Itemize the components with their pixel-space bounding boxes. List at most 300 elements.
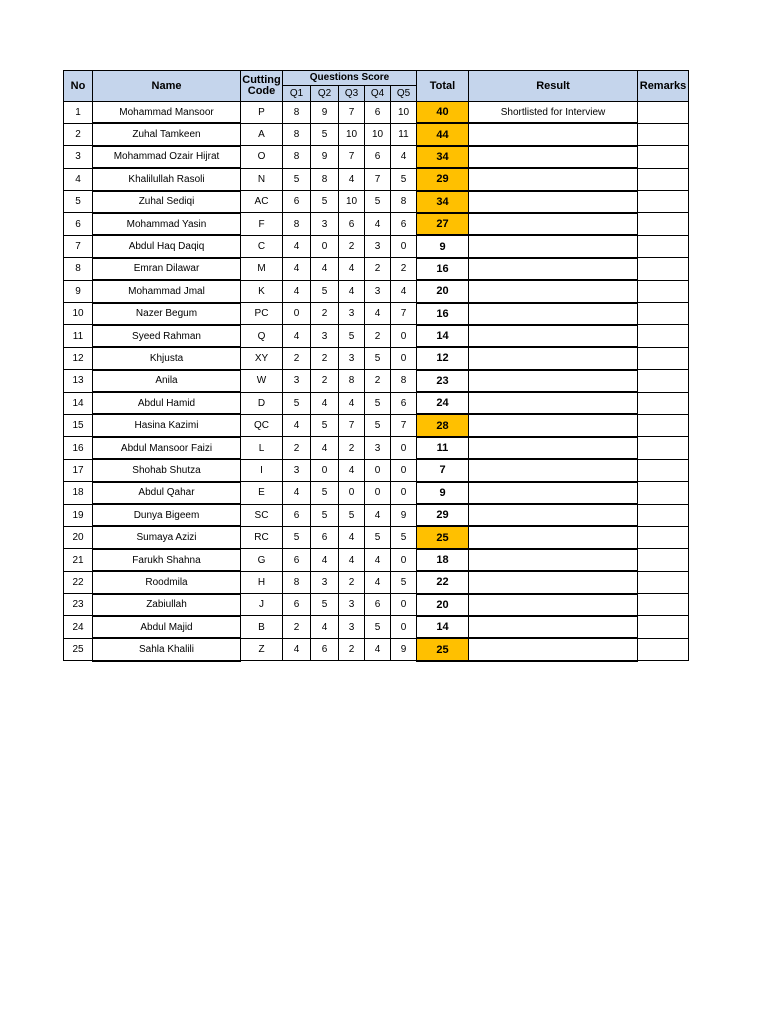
cell-q1: 6 bbox=[283, 504, 311, 526]
cell-remarks bbox=[638, 191, 689, 213]
cell-q5: 11 bbox=[391, 123, 417, 145]
cell-q2: 3 bbox=[311, 571, 339, 593]
cell-name: Zuhal Tamkeen bbox=[93, 123, 241, 145]
cell-name: Zuhal Sediqi bbox=[93, 191, 241, 213]
cell-result bbox=[469, 616, 638, 638]
cell-q4: 4 bbox=[365, 303, 391, 325]
cell-result bbox=[469, 213, 638, 235]
cell-name: Abdul Qahar bbox=[93, 482, 241, 504]
cell-total: 20 bbox=[417, 594, 469, 616]
cell-cutting-code: SC bbox=[241, 504, 283, 526]
table-row bbox=[64, 504, 689, 526]
cell-q1: 4 bbox=[283, 638, 311, 660]
cell-name: Dunya Bigeem bbox=[93, 504, 241, 526]
cell-name: Mohammad Yasin bbox=[93, 213, 241, 235]
header-q2: Q2 bbox=[311, 86, 339, 102]
cell-q5: 9 bbox=[391, 638, 417, 660]
cell-q3: 4 bbox=[339, 258, 365, 280]
cell-cutting-code: AC bbox=[241, 191, 283, 213]
table-row bbox=[64, 437, 689, 459]
cell-q4: 2 bbox=[365, 325, 391, 347]
cell-q5: 8 bbox=[391, 191, 417, 213]
cell-q5: 6 bbox=[391, 213, 417, 235]
cell-cutting-code: J bbox=[241, 594, 283, 616]
cell-q4: 7 bbox=[365, 168, 391, 190]
cell-q2: 4 bbox=[311, 616, 339, 638]
cell-total: 20 bbox=[417, 280, 469, 302]
cell-name: Abdul Haq Daqiq bbox=[93, 235, 241, 257]
cell-total: 29 bbox=[417, 168, 469, 190]
cell-q2: 5 bbox=[311, 594, 339, 616]
cell-name: Syeed Rahman bbox=[93, 325, 241, 347]
cell-q1: 4 bbox=[283, 325, 311, 347]
cell-no: 25 bbox=[64, 638, 93, 660]
cell-q4: 5 bbox=[365, 191, 391, 213]
cell-q5: 4 bbox=[391, 280, 417, 302]
cell-result bbox=[469, 392, 638, 414]
cell-q4: 5 bbox=[365, 414, 391, 436]
cell-total: 16 bbox=[417, 258, 469, 280]
cell-no: 2 bbox=[64, 123, 93, 145]
cell-q1: 8 bbox=[283, 571, 311, 593]
table-row bbox=[64, 347, 689, 369]
cell-result bbox=[469, 123, 638, 145]
cell-total: 34 bbox=[417, 146, 469, 168]
header-remarks: Remarks bbox=[638, 71, 689, 102]
cell-name: Shohab Shutza bbox=[93, 459, 241, 481]
cell-q2: 4 bbox=[311, 258, 339, 280]
cell-cutting-code: XY bbox=[241, 347, 283, 369]
table-row bbox=[64, 213, 689, 235]
cell-total: 23 bbox=[417, 370, 469, 392]
table-row bbox=[64, 526, 689, 548]
cell-q2: 9 bbox=[311, 146, 339, 168]
cell-q5: 2 bbox=[391, 258, 417, 280]
table-row bbox=[64, 459, 689, 481]
cell-cutting-code: H bbox=[241, 571, 283, 593]
cell-remarks bbox=[638, 504, 689, 526]
cell-result bbox=[469, 482, 638, 504]
cell-result bbox=[469, 459, 638, 481]
cell-q3: 3 bbox=[339, 303, 365, 325]
cell-q3: 2 bbox=[339, 638, 365, 660]
cell-total: 12 bbox=[417, 347, 469, 369]
cell-q2: 2 bbox=[311, 370, 339, 392]
cell-remarks bbox=[638, 303, 689, 325]
cell-q5: 0 bbox=[391, 437, 417, 459]
cell-q3: 10 bbox=[339, 123, 365, 145]
table-row bbox=[64, 616, 689, 638]
cell-cutting-code: L bbox=[241, 437, 283, 459]
cell-cutting-code: K bbox=[241, 280, 283, 302]
cell-name: Mohammad Mansoor bbox=[93, 102, 241, 124]
table-row bbox=[64, 638, 689, 660]
cell-q4: 2 bbox=[365, 258, 391, 280]
cell-no: 23 bbox=[64, 594, 93, 616]
cell-total: 44 bbox=[417, 123, 469, 145]
cell-q4: 5 bbox=[365, 526, 391, 548]
cell-cutting-code: I bbox=[241, 459, 283, 481]
cell-remarks bbox=[638, 638, 689, 660]
cell-q3: 4 bbox=[339, 459, 365, 481]
cell-remarks bbox=[638, 168, 689, 190]
cell-q1: 0 bbox=[283, 303, 311, 325]
cell-q5: 8 bbox=[391, 370, 417, 392]
cell-q1: 2 bbox=[283, 437, 311, 459]
cell-no: 12 bbox=[64, 347, 93, 369]
cell-q1: 6 bbox=[283, 594, 311, 616]
header-total: Total bbox=[417, 71, 469, 102]
cell-result: Shortlisted for Interview bbox=[469, 102, 638, 124]
cell-total: 16 bbox=[417, 303, 469, 325]
cell-q1: 5 bbox=[283, 168, 311, 190]
cell-no: 11 bbox=[64, 325, 93, 347]
cell-q3: 7 bbox=[339, 146, 365, 168]
cell-cutting-code: C bbox=[241, 235, 283, 257]
cell-q2: 5 bbox=[311, 414, 339, 436]
table-row bbox=[64, 594, 689, 616]
cell-name: Emran Dilawar bbox=[93, 258, 241, 280]
cell-q2: 0 bbox=[311, 459, 339, 481]
cell-name: Anila bbox=[93, 370, 241, 392]
cell-total: 27 bbox=[417, 213, 469, 235]
table-row bbox=[64, 549, 689, 571]
cell-name: Sumaya Azizi bbox=[93, 526, 241, 548]
cell-q5: 9 bbox=[391, 504, 417, 526]
cell-q2: 4 bbox=[311, 437, 339, 459]
cell-no: 3 bbox=[64, 146, 93, 168]
cell-remarks bbox=[638, 370, 689, 392]
cell-q1: 5 bbox=[283, 526, 311, 548]
cell-total: 34 bbox=[417, 191, 469, 213]
score-sheet-table bbox=[63, 70, 689, 662]
cell-cutting-code: B bbox=[241, 616, 283, 638]
table-row bbox=[64, 235, 689, 257]
cell-q2: 9 bbox=[311, 102, 339, 124]
cell-no: 1 bbox=[64, 102, 93, 124]
cell-q4: 6 bbox=[365, 102, 391, 124]
cell-q2: 2 bbox=[311, 347, 339, 369]
header-q4: Q4 bbox=[365, 86, 391, 102]
cell-result bbox=[469, 638, 638, 660]
cell-q1: 2 bbox=[283, 347, 311, 369]
cell-q4: 10 bbox=[365, 123, 391, 145]
cell-result bbox=[469, 303, 638, 325]
cell-remarks bbox=[638, 235, 689, 257]
cell-q5: 5 bbox=[391, 168, 417, 190]
cell-remarks bbox=[638, 459, 689, 481]
cell-total: 14 bbox=[417, 325, 469, 347]
cell-name: Abdul Mansoor Faizi bbox=[93, 437, 241, 459]
cell-q1: 4 bbox=[283, 235, 311, 257]
cell-result bbox=[469, 437, 638, 459]
cell-q1: 8 bbox=[283, 213, 311, 235]
cell-q4: 5 bbox=[365, 392, 391, 414]
cell-q1: 8 bbox=[283, 123, 311, 145]
cell-remarks bbox=[638, 347, 689, 369]
cell-q5: 7 bbox=[391, 414, 417, 436]
cell-q1: 8 bbox=[283, 146, 311, 168]
table-row bbox=[64, 414, 689, 436]
table-body bbox=[64, 102, 689, 661]
header-q3: Q3 bbox=[339, 86, 365, 102]
cell-q3: 2 bbox=[339, 437, 365, 459]
cell-total: 18 bbox=[417, 549, 469, 571]
cell-total: 11 bbox=[417, 437, 469, 459]
cell-q5: 0 bbox=[391, 549, 417, 571]
cell-no: 22 bbox=[64, 571, 93, 593]
cell-q2: 8 bbox=[311, 168, 339, 190]
cell-cutting-code: QC bbox=[241, 414, 283, 436]
cell-result bbox=[469, 594, 638, 616]
cell-cutting-code: Q bbox=[241, 325, 283, 347]
cell-name: Mohammad Jmal bbox=[93, 280, 241, 302]
cell-cutting-code: O bbox=[241, 146, 283, 168]
cell-q2: 5 bbox=[311, 123, 339, 145]
header-q5: Q5 bbox=[391, 86, 417, 102]
cell-q4: 0 bbox=[365, 459, 391, 481]
cell-q2: 6 bbox=[311, 526, 339, 548]
cell-q5: 0 bbox=[391, 459, 417, 481]
cell-remarks bbox=[638, 482, 689, 504]
cell-q3: 7 bbox=[339, 102, 365, 124]
cell-name: Mohammad Ozair Hijrat bbox=[93, 146, 241, 168]
cell-result bbox=[469, 168, 638, 190]
cell-cutting-code: PC bbox=[241, 303, 283, 325]
cell-name: Abdul Hamid bbox=[93, 392, 241, 414]
table-row bbox=[64, 370, 689, 392]
cell-total: 9 bbox=[417, 235, 469, 257]
cell-no: 17 bbox=[64, 459, 93, 481]
cell-remarks bbox=[638, 414, 689, 436]
cell-name: Hasina Kazimi bbox=[93, 414, 241, 436]
cell-name: Khalilullah Rasoli bbox=[93, 168, 241, 190]
cell-total: 29 bbox=[417, 504, 469, 526]
cell-result bbox=[469, 146, 638, 168]
cell-remarks bbox=[638, 549, 689, 571]
cell-name: Nazer Begum bbox=[93, 303, 241, 325]
cell-result bbox=[469, 347, 638, 369]
cell-result bbox=[469, 549, 638, 571]
header-no: No bbox=[64, 71, 93, 102]
cell-q4: 6 bbox=[365, 594, 391, 616]
cell-no: 9 bbox=[64, 280, 93, 302]
cell-total: 40 bbox=[417, 102, 469, 124]
cell-q1: 3 bbox=[283, 370, 311, 392]
cell-q2: 4 bbox=[311, 549, 339, 571]
cell-result bbox=[469, 504, 638, 526]
cell-q3: 3 bbox=[339, 594, 365, 616]
cell-q3: 8 bbox=[339, 370, 365, 392]
cell-q1: 4 bbox=[283, 258, 311, 280]
table-row bbox=[64, 258, 689, 280]
cell-q2: 5 bbox=[311, 482, 339, 504]
cell-q4: 5 bbox=[365, 347, 391, 369]
table-row bbox=[64, 168, 689, 190]
cell-q3: 0 bbox=[339, 482, 365, 504]
cell-q5: 5 bbox=[391, 526, 417, 548]
cell-no: 14 bbox=[64, 392, 93, 414]
cell-q3: 2 bbox=[339, 235, 365, 257]
cell-no: 13 bbox=[64, 370, 93, 392]
cell-name: Khjusta bbox=[93, 347, 241, 369]
cell-cutting-code: D bbox=[241, 392, 283, 414]
cell-remarks bbox=[638, 526, 689, 548]
table-row bbox=[64, 482, 689, 504]
cell-no: 7 bbox=[64, 235, 93, 257]
cell-q4: 4 bbox=[365, 213, 391, 235]
cell-name: Sahla Khalili bbox=[93, 638, 241, 660]
cell-name: Zabiullah bbox=[93, 594, 241, 616]
cell-no: 24 bbox=[64, 616, 93, 638]
cell-q1: 8 bbox=[283, 102, 311, 124]
cell-q2: 4 bbox=[311, 392, 339, 414]
cell-remarks bbox=[638, 571, 689, 593]
table-row bbox=[64, 191, 689, 213]
table-row bbox=[64, 325, 689, 347]
cell-q4: 4 bbox=[365, 638, 391, 660]
cell-q5: 7 bbox=[391, 303, 417, 325]
cell-q1: 6 bbox=[283, 549, 311, 571]
cell-result bbox=[469, 526, 638, 548]
cell-q5: 0 bbox=[391, 482, 417, 504]
table-row bbox=[64, 123, 689, 145]
cell-q4: 4 bbox=[365, 504, 391, 526]
cell-total: 28 bbox=[417, 414, 469, 436]
cell-name: Abdul Majid bbox=[93, 616, 241, 638]
cell-cutting-code: RC bbox=[241, 526, 283, 548]
cell-cutting-code: N bbox=[241, 168, 283, 190]
table-row bbox=[64, 102, 689, 124]
cell-q4: 5 bbox=[365, 616, 391, 638]
cell-remarks bbox=[638, 280, 689, 302]
cell-q4: 3 bbox=[365, 280, 391, 302]
cell-q5: 0 bbox=[391, 347, 417, 369]
cell-q1: 3 bbox=[283, 459, 311, 481]
cell-remarks bbox=[638, 616, 689, 638]
cell-cutting-code: M bbox=[241, 258, 283, 280]
table-row bbox=[64, 392, 689, 414]
cell-q2: 6 bbox=[311, 638, 339, 660]
cell-no: 21 bbox=[64, 549, 93, 571]
cell-no: 8 bbox=[64, 258, 93, 280]
cell-no: 15 bbox=[64, 414, 93, 436]
cell-result bbox=[469, 235, 638, 257]
table-row bbox=[64, 571, 689, 593]
cell-remarks bbox=[638, 392, 689, 414]
cell-q4: 3 bbox=[365, 437, 391, 459]
cell-q5: 4 bbox=[391, 146, 417, 168]
header-result: Result bbox=[469, 71, 638, 102]
cell-no: 20 bbox=[64, 526, 93, 548]
cell-q1: 4 bbox=[283, 482, 311, 504]
cell-no: 4 bbox=[64, 168, 93, 190]
cell-result bbox=[469, 370, 638, 392]
cell-total: 14 bbox=[417, 616, 469, 638]
cell-q1: 5 bbox=[283, 392, 311, 414]
cell-name: Roodmila bbox=[93, 571, 241, 593]
header-name: Name bbox=[93, 71, 241, 102]
cell-q4: 6 bbox=[365, 146, 391, 168]
cell-q2: 0 bbox=[311, 235, 339, 257]
cell-no: 18 bbox=[64, 482, 93, 504]
cell-q4: 3 bbox=[365, 235, 391, 257]
cell-q1: 6 bbox=[283, 191, 311, 213]
cell-q3: 10 bbox=[339, 191, 365, 213]
header-q1: Q1 bbox=[283, 86, 311, 102]
cell-result bbox=[469, 280, 638, 302]
cell-q3: 2 bbox=[339, 571, 365, 593]
cell-q2: 5 bbox=[311, 191, 339, 213]
cell-remarks bbox=[638, 594, 689, 616]
cell-q4: 2 bbox=[365, 370, 391, 392]
cell-q3: 4 bbox=[339, 392, 365, 414]
cell-total: 22 bbox=[417, 571, 469, 593]
cell-q2: 3 bbox=[311, 213, 339, 235]
cell-q5: 0 bbox=[391, 616, 417, 638]
cell-cutting-code: G bbox=[241, 549, 283, 571]
cell-cutting-code: W bbox=[241, 370, 283, 392]
table-row bbox=[64, 280, 689, 302]
cell-result bbox=[469, 414, 638, 436]
cell-total: 7 bbox=[417, 459, 469, 481]
cell-q4: 4 bbox=[365, 549, 391, 571]
cell-q5: 5 bbox=[391, 571, 417, 593]
cell-q1: 4 bbox=[283, 414, 311, 436]
cell-cutting-code: E bbox=[241, 482, 283, 504]
cell-result bbox=[469, 325, 638, 347]
cell-total: 24 bbox=[417, 392, 469, 414]
cell-result bbox=[469, 258, 638, 280]
cell-result bbox=[469, 191, 638, 213]
cell-remarks bbox=[638, 258, 689, 280]
cell-q4: 4 bbox=[365, 571, 391, 593]
cell-q5: 0 bbox=[391, 594, 417, 616]
cell-no: 6 bbox=[64, 213, 93, 235]
cell-no: 10 bbox=[64, 303, 93, 325]
cell-q3: 3 bbox=[339, 616, 365, 638]
cell-total: 25 bbox=[417, 638, 469, 660]
cell-cutting-code: A bbox=[241, 123, 283, 145]
cell-cutting-code: F bbox=[241, 213, 283, 235]
cell-q5: 10 bbox=[391, 102, 417, 124]
cell-q4: 0 bbox=[365, 482, 391, 504]
cell-q2: 3 bbox=[311, 325, 339, 347]
cell-result bbox=[469, 571, 638, 593]
cell-q3: 3 bbox=[339, 347, 365, 369]
cell-q2: 5 bbox=[311, 280, 339, 302]
cell-q3: 4 bbox=[339, 280, 365, 302]
cell-q5: 0 bbox=[391, 235, 417, 257]
cell-q5: 0 bbox=[391, 325, 417, 347]
cell-remarks bbox=[638, 325, 689, 347]
cell-cutting-code: Z bbox=[241, 638, 283, 660]
cell-q3: 4 bbox=[339, 168, 365, 190]
cell-q3: 5 bbox=[339, 325, 365, 347]
cell-cutting-code: P bbox=[241, 102, 283, 124]
header-cutting-code: Cutting Code bbox=[241, 71, 283, 102]
cell-remarks bbox=[638, 123, 689, 145]
cell-q3: 6 bbox=[339, 213, 365, 235]
cell-no: 19 bbox=[64, 504, 93, 526]
cell-name: Farukh Shahna bbox=[93, 549, 241, 571]
cell-q3: 5 bbox=[339, 504, 365, 526]
table-row bbox=[64, 303, 689, 325]
cell-no: 16 bbox=[64, 437, 93, 459]
cell-q1: 2 bbox=[283, 616, 311, 638]
cell-total: 9 bbox=[417, 482, 469, 504]
cell-q5: 6 bbox=[391, 392, 417, 414]
